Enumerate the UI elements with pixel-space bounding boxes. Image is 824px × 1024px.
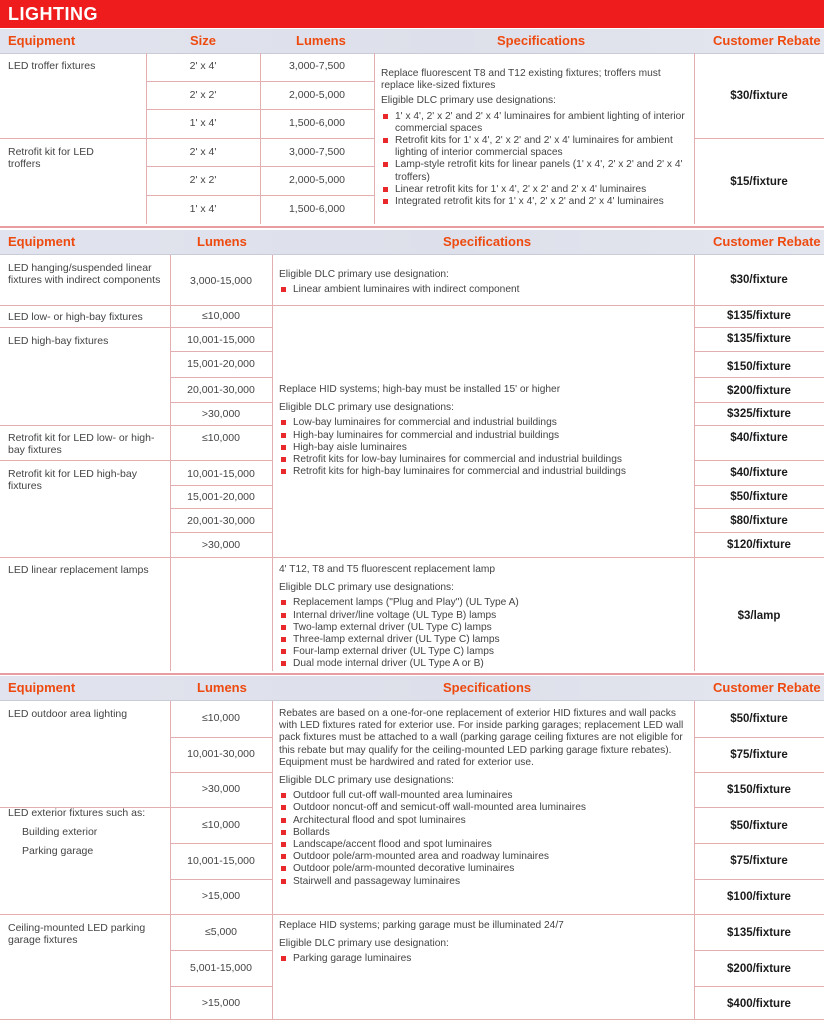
- grid-line: [0, 557, 824, 558]
- lumens-cell: 20,001-30,000: [187, 384, 255, 396]
- lumens-cell: 10,001-15,000: [187, 855, 255, 867]
- section2-spec-lamps: [279, 564, 689, 671]
- spec-item: 1' x 4', 2' x 2' and 2' x 4' luminaires for ambient lighting of interior commercial spaces: [381, 111, 691, 135]
- grid-line: [694, 351, 824, 352]
- grid-line: [694, 772, 824, 773]
- header-lumens: Lumens: [197, 680, 247, 695]
- spec-item: Two-lamp external driver (UL Type C) lamps: [279, 622, 689, 634]
- lumens-cell: >30,000: [201, 783, 241, 795]
- grid-line: [146, 195, 374, 196]
- spec-item: High-bay luminaires for commercial and industrial buildings: [279, 430, 689, 442]
- header-equipment: Equipment: [8, 680, 76, 695]
- size-cell: 2' x 2': [189, 89, 217, 101]
- rebate-value: $200/fixture: [727, 963, 791, 975]
- lumens-cell: ≤10,000: [202, 819, 240, 831]
- grid-line: [694, 950, 824, 951]
- spec-item: Retrofit kits for low-bay luminaires for commercial and industrial buildings: [279, 454, 689, 466]
- lumens-cell: 10,001-15,000: [187, 334, 255, 346]
- spec-item: Four-lamp external driver (UL Type C) lamps: [279, 646, 689, 658]
- spec-item: Lamp-style retrofit kits for linear panels (1' x 4', 2' x 2' and 2' x 4' troffers): [381, 159, 691, 183]
- spec-intro: Replace fluorescent T8 and T12 existing fixtures; troffers must replace like-sized fixtures: [381, 68, 661, 92]
- header-equipment: Equipment: [8, 234, 76, 249]
- section-banner: LIGHTING: [0, 0, 824, 28]
- grid-line: [170, 950, 272, 951]
- equipment-low-high-bay: LED low- or high-bay fixtures: [8, 311, 143, 323]
- lumens-cell: 15,001-20,000: [187, 491, 255, 503]
- size-cell: 2' x 2': [189, 174, 217, 186]
- header-customer-rebate: Customer Rebate: [713, 33, 821, 48]
- rebate-value: $50/fixture: [730, 491, 788, 503]
- grid-line: [146, 166, 374, 167]
- lumens-cell: 3,000-15,000: [190, 275, 252, 287]
- equipment-retrofit-high-bay: Retrofit kit for LED high-bay fixtures: [8, 468, 137, 492]
- grid-line: [694, 485, 824, 486]
- spec-item: Low-bay luminaires for commercial and industrial buildings: [279, 417, 689, 429]
- spec-item: Landscape/accent flood and spot luminaires: [279, 839, 689, 851]
- spec-item: Outdoor pole/arm-mounted area and roadway luminaires: [279, 851, 689, 863]
- header-specifications: Specifications: [443, 680, 532, 695]
- grid-line: [272, 701, 273, 1019]
- lumens-cell: ≤10,000: [202, 712, 240, 724]
- rebate-value: $200/fixture: [727, 385, 791, 397]
- grid-line: [170, 986, 272, 987]
- lumens-cell: 1,500-6,000: [288, 203, 346, 215]
- header-specifications: Specifications: [497, 33, 586, 48]
- rebate-value: $80/fixture: [730, 515, 788, 527]
- spec-intro: Replace HID systems; parking garage must be illuminated 24/7: [279, 920, 564, 931]
- equipment-led-troffer: LED troffer fixtures: [8, 60, 96, 72]
- lumens-cell: 10,001-30,000: [187, 748, 255, 760]
- lumens-cell: >15,000: [201, 997, 241, 1009]
- equipment-high-bay: LED high-bay fixtures: [8, 335, 109, 347]
- rebate-value: $135/fixture: [727, 927, 791, 939]
- grid-line: [694, 843, 824, 844]
- spec-item: Replacement lamps ("Plug and Play") (UL Type A): [279, 597, 689, 609]
- lumens-cell: 10,001-15,000: [187, 468, 255, 480]
- rebate-value: $135/fixture: [727, 333, 791, 345]
- size-cell: 2' x 4': [189, 146, 217, 158]
- section-divider: [0, 226, 824, 228]
- header-specifications: Specifications: [443, 234, 532, 249]
- spec-item: Outdoor noncut-off and semicut-off wall-mounted area luminaires: [279, 802, 689, 814]
- spec-heading: Eligible DLC primary use designations:: [381, 95, 556, 107]
- spec-heading: Eligible DLC primary use designation:: [279, 938, 449, 950]
- spec-item: Outdoor full cut-off wall-mounted area luminaires: [279, 790, 689, 802]
- spec-heading: Eligible DLC primary use designations:: [279, 775, 454, 787]
- section2-spec-high-bay: [279, 384, 689, 478]
- header-lumens: Lumens: [197, 234, 247, 249]
- lumens-cell: >15,000: [201, 890, 241, 902]
- spec-item: Integrated retrofit kits for 1' x 4', 2' x 2' and 2' x 4' luminaires: [381, 196, 691, 208]
- rebate-value: $75/fixture: [730, 855, 788, 867]
- lumens-cell: 1,500-6,000: [288, 117, 346, 129]
- spec-item: Internal driver/line voltage (UL Type B) lamps: [279, 610, 689, 622]
- grid-line: [146, 109, 374, 110]
- grid-line: [170, 485, 272, 486]
- section-divider: [0, 673, 824, 675]
- spec-intro: 4' T12, T8 and T5 fluorescent replacement lamp: [279, 564, 496, 575]
- spec-intro: Rebates are based on a one-for-one replacement of exterior HID fixtures and wall packs with LED fixtures rated for exterior use. For inside parking garages; replacement LED wall pack fixtures must be attached to a wall (parking garage ceiling fixtures are not eligible for this rebate but may qualify for the ceiling-mounted LED parking garage fixture rebates). Equipment must be hardwired and rated for exterior use.: [279, 708, 684, 768]
- rebate-value: $40/fixture: [730, 432, 788, 444]
- grid-line: [694, 879, 824, 880]
- grid-line: [694, 737, 824, 738]
- section3-header-row: [0, 676, 824, 701]
- rebate-value: $30/fixture: [730, 274, 788, 286]
- rebate-value: $30/fixture: [730, 90, 788, 102]
- lumens-cell: >30,000: [201, 539, 241, 551]
- equipment-retrofit-troffer: Retrofit kit for LED troffers: [8, 146, 94, 170]
- spec-list: [279, 597, 689, 670]
- grid-line: [0, 327, 272, 328]
- grid-line: [0, 425, 272, 426]
- spec-item: Stairwell and passageway luminaires: [279, 876, 689, 888]
- rebate-value: $400/fixture: [727, 998, 791, 1010]
- grid-line: [694, 138, 824, 139]
- rebate-value: $135/fixture: [727, 310, 791, 322]
- lumens-cell: 2,000-5,000: [288, 174, 346, 186]
- spec-list: [381, 111, 691, 209]
- grid-line: [694, 460, 824, 461]
- lumens-cell: 15,001-20,000: [187, 358, 255, 370]
- lumens-cell: ≤5,000: [204, 926, 238, 938]
- spec-item: Parking garage luminaires: [279, 953, 689, 965]
- header-size: Size: [190, 33, 217, 48]
- header-lumens: Lumens: [296, 33, 346, 48]
- grid-line: [170, 508, 272, 509]
- lumens-cell: 20,001-30,000: [187, 515, 255, 527]
- grid-line: [694, 986, 824, 987]
- grid-line: [170, 377, 272, 378]
- size-cell: 2' x 4': [189, 60, 217, 72]
- grid-line: [170, 351, 272, 352]
- equipment-building-exterior: Building exterior: [22, 826, 98, 838]
- rebate-value: $40/fixture: [730, 467, 788, 479]
- spec-item: Linear retrofit kits for 1' x 4', 2' x 2' and 2' x 4' luminaires: [381, 184, 691, 196]
- lumens-cell: ≤10,000: [202, 310, 240, 322]
- equipment-ceiling-parking: Ceiling-mounted LED parking garage fixtures: [8, 922, 146, 946]
- grid-line: [374, 53, 375, 224]
- rebate-value: $100/fixture: [727, 891, 791, 903]
- lumens-cell: >30,000: [201, 408, 241, 420]
- spec-item: Retrofit kits for high-bay luminaires for commercial and industrial buildings: [279, 466, 689, 478]
- grid-line: [170, 737, 272, 738]
- lumens-cell: 2,000-5,000: [288, 89, 346, 101]
- section3-spec-parking: [279, 920, 689, 966]
- spec-item: Retrofit kits for 1' x 4', 2' x 2' and 2' x 4' luminaires for ambient lighting of interior commercial spaces: [381, 135, 691, 159]
- header-customer-rebate: Customer Rebate: [713, 680, 821, 695]
- size-cell: 1' x 4': [189, 203, 217, 215]
- rebate-value: $15/fixture: [730, 176, 788, 188]
- rebate-value: $150/fixture: [727, 361, 791, 373]
- spec-list: [279, 284, 689, 296]
- equipment-parking-garage: Parking garage: [22, 845, 94, 857]
- grid-line: [170, 879, 272, 880]
- equipment-retrofit-low-high-bay: Retrofit kit for LED low- or high-bay fixtures: [8, 432, 155, 456]
- rebate-value: $325/fixture: [727, 408, 791, 420]
- grid-line: [0, 460, 272, 461]
- lumens-cell: ≤10,000: [202, 432, 240, 444]
- rebate-value: $3/lamp: [737, 610, 781, 622]
- spec-heading: Eligible DLC primary use designations:: [279, 402, 454, 414]
- spec-list: [279, 953, 689, 965]
- spec-item: High-bay aisle luminaires: [279, 442, 689, 454]
- spec-item: Dual mode internal driver (UL Type A or B): [279, 658, 689, 670]
- spec-item: Outdoor pole/arm-mounted decorative luminaires: [279, 863, 689, 875]
- rebate-value: $150/fixture: [727, 784, 791, 796]
- header-customer-rebate: Customer Rebate: [713, 234, 821, 249]
- grid-line: [694, 327, 824, 328]
- section1-specifications: [381, 68, 691, 208]
- header-equipment: Equipment: [8, 33, 76, 48]
- spec-heading: Eligible DLC primary use designation:: [279, 269, 449, 280]
- grid-line: [272, 255, 273, 671]
- grid-line: [0, 305, 824, 306]
- spec-item: Three-lamp external driver (UL Type C) lamps: [279, 634, 689, 646]
- spec-list: [279, 417, 689, 478]
- spec-heading: Eligible DLC primary use designations:: [279, 582, 454, 594]
- grid-line: [0, 138, 374, 139]
- grid-line: [0, 1019, 824, 1020]
- section2-header-row: [0, 230, 824, 255]
- section3-spec-outdoor: [279, 708, 689, 888]
- rebate-value: $50/fixture: [730, 713, 788, 725]
- rebate-value: $120/fixture: [727, 539, 791, 551]
- lumens-cell: 5,001-15,000: [190, 962, 252, 974]
- grid-line: [170, 402, 272, 403]
- grid-line: [694, 425, 824, 426]
- lumens-cell: 3,000-7,500: [288, 146, 346, 158]
- spec-item: Architectural flood and spot luminaires: [279, 815, 689, 827]
- grid-line: [0, 914, 824, 915]
- grid-line: [694, 402, 824, 403]
- grid-line: [694, 807, 824, 808]
- lumens-cell: 3,000-7,500: [288, 60, 346, 72]
- equipment-linear-lamps: LED linear replacement lamps: [8, 564, 149, 576]
- grid-line: [170, 772, 272, 773]
- size-cell: 1' x 4': [189, 117, 217, 129]
- spec-item: Bollards: [279, 827, 689, 839]
- grid-line: [146, 81, 374, 82]
- spec-intro: Replace HID systems; high-bay must be installed 15' or higher: [279, 384, 561, 395]
- equipment-outdoor-area: LED outdoor area lighting: [8, 708, 128, 720]
- spec-item: Linear ambient luminaires with indirect component: [279, 284, 689, 296]
- grid-line: [694, 532, 824, 533]
- grid-line: [170, 843, 272, 844]
- grid-line: [694, 508, 824, 509]
- section1-header-row: [0, 29, 824, 54]
- section2-spec-indirect: [279, 269, 689, 296]
- spec-list: [279, 790, 689, 888]
- grid-line: [170, 532, 272, 533]
- grid-line: [694, 377, 824, 378]
- rebate-value: $50/fixture: [730, 820, 788, 832]
- equipment-hanging-linear: LED hanging/suspended linear fixtures with indirect components: [8, 262, 161, 286]
- rebate-value: $75/fixture: [730, 749, 788, 761]
- equipment-exterior-fixtures: LED exterior fixtures such as:: [8, 807, 146, 819]
